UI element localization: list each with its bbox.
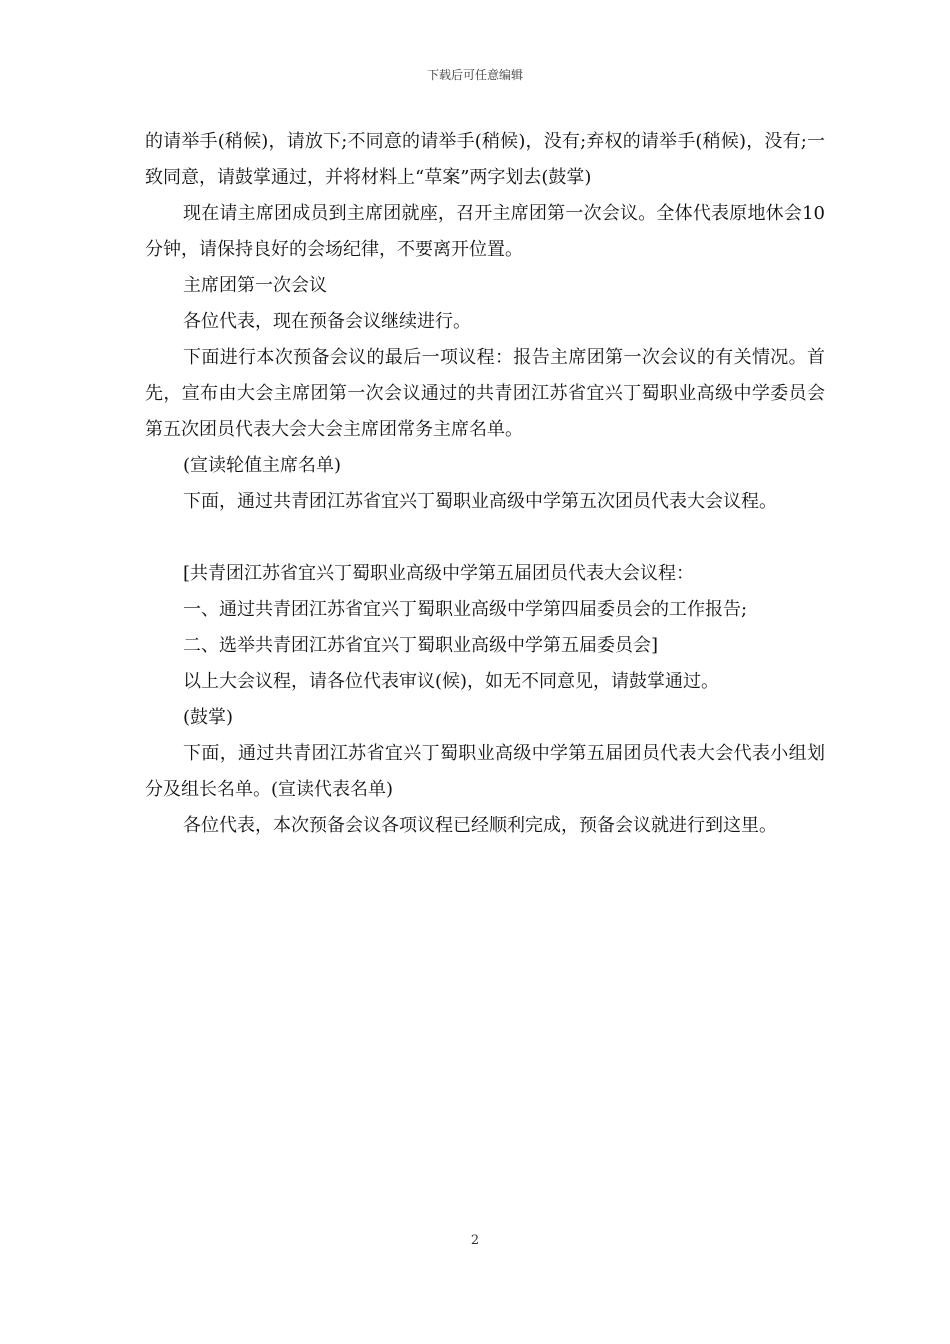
paragraph: (鼓掌) (183, 707, 234, 728)
paragraph: 以上大会议程，请各位代表审议(候)，如无不同意见，请鼓掌通过。 (183, 671, 720, 692)
page-header: 下载后可任意编辑 (426, 68, 523, 82)
document-body (145, 124, 825, 844)
paragraph: 现在请主席团成员到主席团就座，召开主席团第一次会议。全体代表原地休会10分钟，请保持良好的会场纪律，不要离开位置。 (145, 203, 825, 260)
paragraph: 下面，通过共青团江苏省宜兴丁蜀职业高级中学第五次团员代表大会议程。 (183, 491, 777, 512)
agenda-heading: [共青团江苏省宜兴丁蜀职业高级中学第五届团员代表大会议程： (183, 563, 695, 584)
paragraph: 主席团第一次会议 (183, 275, 327, 296)
blank-line (145, 520, 825, 556)
paragraph: (宣读轮值主席名单) (183, 455, 342, 476)
agenda-item: 二、选举共青团江苏省宜兴丁蜀职业高级中学第五届委员会] (183, 635, 659, 656)
paragraph: 的请举手(稍候)，请放下;不同意的请举手(稍候)，没有;弃权的请举手(稍候)，没有;一致同意，请鼓掌通过，并将材料上“草案”两字划去(鼓掌) (145, 131, 825, 188)
paragraph: 下面，通过共青团江苏省宜兴丁蜀职业高级中学第五届团员代表大会代表小组划分及组长名单。(宣读代表名单) (145, 743, 825, 800)
agenda-item: 一、通过共青团江苏省宜兴丁蜀职业高级中学第四届委员会的工作报告; (183, 599, 748, 620)
paragraph: 各位代表，现在预备会议继续进行。 (183, 311, 471, 332)
paragraph: 各位代表，本次预备会议各项议程已经顺利完成，预备会议就进行到这里。 (183, 815, 777, 836)
page-number: 2 (470, 1233, 480, 1248)
paragraph: 下面进行本次预备会议的最后一项议程：报告主席团第一次会议的有关情况。首先，宣布由大会主席团第一次会议通过的共青团江苏省宜兴丁蜀职业高级中学委员会第五次团员代表大会大会主席团常务主席名单。 (145, 347, 825, 440)
